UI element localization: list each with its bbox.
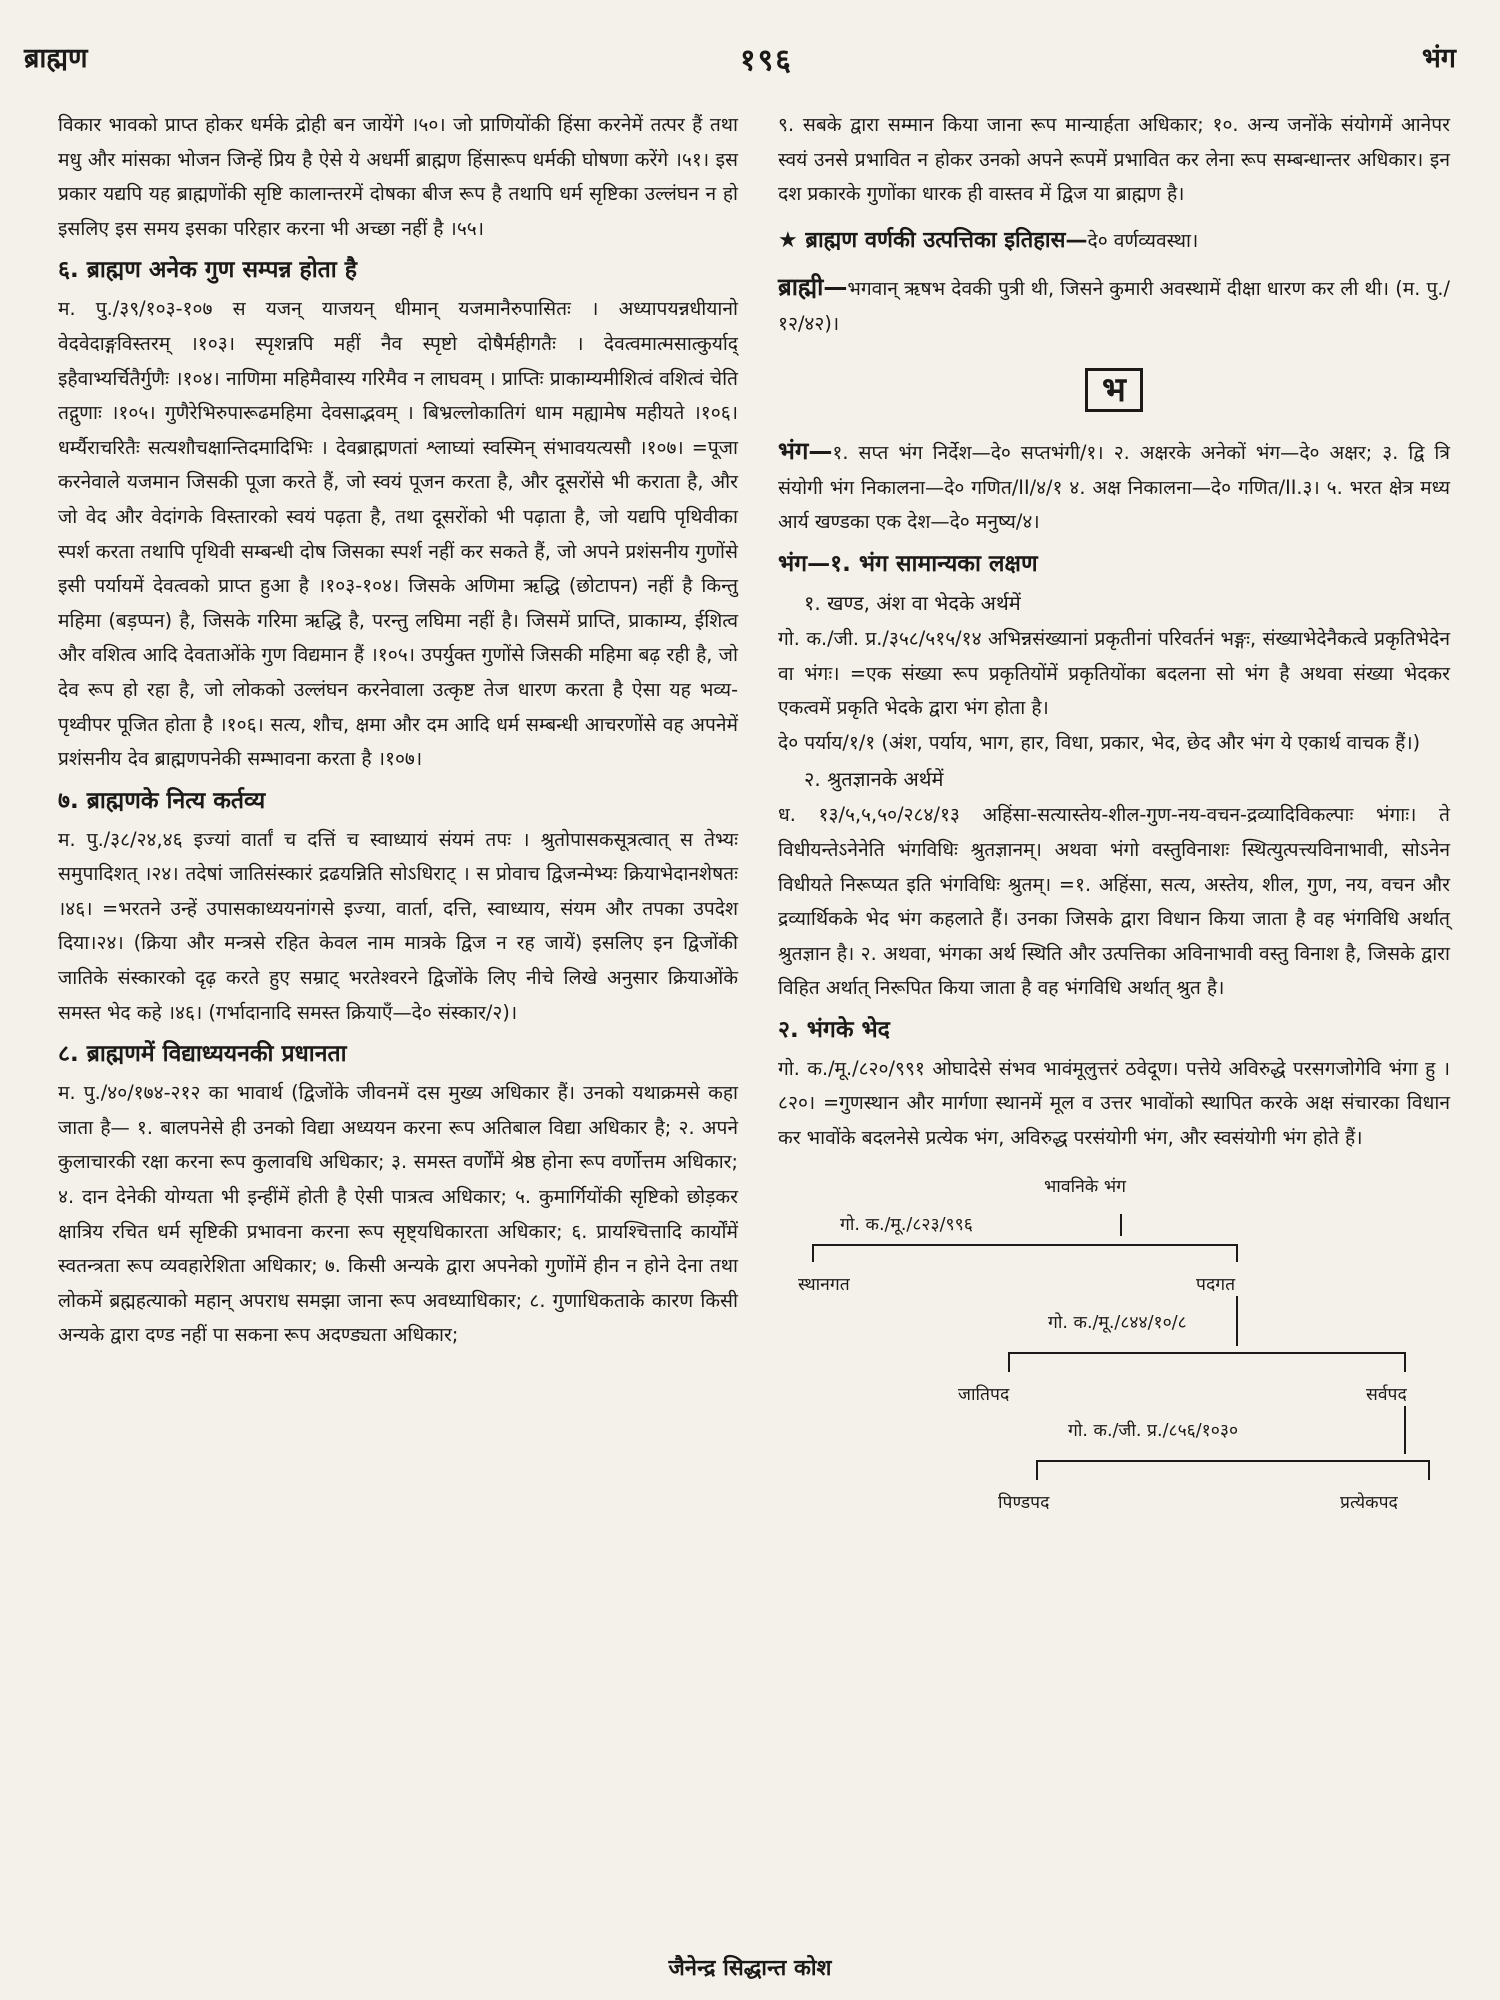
entry-term: भंग— [778, 437, 833, 466]
section-heading: ८. ब्राह्मणमें विद्याध्ययनकी प्रधानता [58, 1041, 347, 1068]
entry-text: भगवान् ऋषभ देवकी पुत्री थी, जिसने कुमारी अवस्थामें दीक्षा धारण कर ली थी। (म. पु./१२/४२)। [778, 277, 1450, 335]
tree-line [812, 1244, 814, 1262]
diagram-node: जातिपद [958, 1384, 1010, 1405]
diagram-node: पदगत [1196, 1274, 1236, 1295]
right-column [778, 108, 1450, 1676]
section-heading: ७. ब्राह्मणके नित्य कर्तव्य [58, 787, 266, 814]
paragraph: विकार भावको प्राप्त होकर धर्मके द्रोही बन जायेंगे ।५०। जो प्राणियोंकी हिंसा करनेमें तत्पर हैं तथा मधु और मांसका भोजन जिन्हें प्रिय है ऐसे ये अधर्मी ब्राह्मण हिंसारूप धर्मकी घोषणा करेंगे ।५१। इस प्रकार यद्यपि यह ब्राह्मणोंकी सृष्टि कालान्तरमें दोषका बीज रूप है तथापि धर्म सृष्टिका उल्लंघन न हो इसलिए इस समय इसका परिहार करना भी अच्छा नहीं है ।५५। [58, 113, 738, 240]
diagram-node: सर्वपद [1366, 1384, 1407, 1405]
book-footer: जैनेन्द्र सिद्धान्त कोश [668, 1956, 832, 1981]
section-heading: भंग—१. भंग सामान्यका लक्षण [778, 550, 1038, 577]
page-number: १९६ [740, 43, 793, 78]
bhang-classification-diagram [778, 1156, 1450, 1676]
entry-brahmi [778, 270, 1450, 341]
tree-line [1008, 1352, 1010, 1372]
paragraph: गो. क./मू./८२०/९९१ ओघादेसे संभव भावंमूलुत्तरं ठवेदूण। पत्तेये अविरुद्धे परसगजोगेवि भंगा हु ।८२०। =गुणस्थान और मार्गणा स्थानमें मूल व उत्तर भावोंको स्थापित करके अक्ष संचारका विधान कर भावोंके बदलनेसे प्रत्येक भंग, अविरुद्ध परसंयोगी भंग, और स्वसंयोगी भंग होते हैं। [778, 1056, 1450, 1150]
tree-line [1236, 1244, 1238, 1262]
paragraph: म. पु./४०/१७४-२१२ का भावार्थ (द्विजोंके जीवनमें दस मुख्य अधिकार हैं। उनको यथाक्रमसे कहा जाता है— १. बालपनेसे ही उनको विद्या अध्ययन करना रूप अतिबाल विद्या अधिकार है; २. अपने कुलाचारकी रक्षा करना रूप कुलावधि अधिकार; ३. समस्त वर्णोंमें श्रेष्ठ होना रूप वर्णोत्तम अधिकार; ४. दान देनेकी योग्यता भी इन्हींमें होती है ऐसी पात्रत्व अधिकार; ५. कुमार्गियोंकी सृष्टिको छोड़कर क्षात्रिय रचित धर्म सृष्टिकी प्रभावना करना रूप सृष्ट्यधिकारता अधिकार; ६. प्रायश्चित्तादि कार्योंमें स्वतन्त्रता रूप व्यवहारेशिता अधिकार; ७. किसी अन्यके द्वारा अपनेको गुणोंमें हीन न होने देना तथा लोकमें ब्रह्महत्याको महान् अपराध समझा जाना रूप अवध्याधिकार; ८. गुणाधिकताके कारण किसी अन्यके द्वारा दण्ड नहीं पा सकना रूप अदण्ड्यता अधिकार; [58, 1081, 738, 1347]
tree-line [1008, 1352, 1406, 1354]
section-letter: भ [1085, 368, 1143, 413]
tree-line [1036, 1460, 1038, 1480]
left-column [58, 108, 738, 1353]
cross-ref-target: दे० वर्णव्यवस्था। [1087, 228, 1199, 252]
paragraph: म. पु./३९/१०३-१०७ स यजन् याजयन् धीमान् यजमानैरुपासितः । अध्यापयन्नधीयानो वेदवेदाङ्गविस्तरम् ।१०३। स्पृशन्नपि महीं नैव स्पृष्टो दोषैर्महीगतैः । देवत्वमात्मसात्कुर्याद् इहैवाभ्यर्चितैर्गुणैः ।१०४। नाणिमा महिमैवास्य गरिमैव न लाघवम् । प्राप्तिः प्राकाम्यमीशित्वं वशित्वं चेति तद्गुणाः ।१०५। गुणैरेभिरुपारूढमहिमा देवसाद्भवम् । बिभ्रल्लोकातिगं धाम मह्यामेष महीयते ।१०६। धर्म्यैराचरितैः सत्यशौचक्षान्तिदमादिभिः । देवब्राह्मणतां श्लाघ्यां स्वस्मिन् संभावयत्यसौ ।१०७। =पूजा करनेवाले यजमान जिसकी पूजा करते हैं, जो स्वयं पूजन करता है, और दूसरोंसे भी कराता है, और जो वेद और वेदांगके विस्तारको स्वयं पढ़ता है, तथा दूसरोंको भी पढ़ाता है, जो यद्यपि पृथिवीका स्पर्श करता तथापि पृथिवी सम्बन्धी दोष जिसका स्पर्श नहीं कर सकते हैं, जो अपने प्रशंसनीय गुणोंसे इसी पर्यायमें देवत्वको प्राप्त हुआ है ।१०३-१०४। जिसके अणिमा ऋद्धि (छोटापन) नहीं है किन्तु महिमा (बड़प्पन) है, जिसके गरिमा ऋद्धि है, परन्तु लघिमा नहीं है। जिसमें प्राप्ति, प्राकाम्य, ईशित्व और वशित्व आदि देवताओंके गुण विद्यमान हैं ।१०५। उपर्युक्त गुणोंसे जिसकी महिमा बढ़ रही है, जो देव रूप हो रहा है, जो लोकको उल्लंघन करनेवाला उत्कृष्ट तेज धारण करता है ऐसा यह भव्य-पृथ्वीपर पूजित होता है ।१०६। सत्य, शौच, क्षमा और दम आदि धर्म सम्बन्धी आचरणोंसे वह अपनेमें प्रशंसनीय देव ब्राह्मणपनेकी सम्भावना करता है ।१०७। [58, 297, 738, 771]
section-heading: २. भंगके भेद [778, 1016, 890, 1043]
tree-line [1036, 1460, 1430, 1462]
header-right-term: भंग [1421, 43, 1456, 74]
cross-ref-heading: ★ ब्राह्मण वर्णकी उत्पत्तिका इतिहास— [778, 227, 1088, 253]
diagram-node: प्रत्येकपद [1340, 1492, 1398, 1513]
entry-term: ब्राह्मी— [778, 273, 848, 302]
entry-bhang [778, 434, 1450, 540]
subsection-heading: १. खण्ड, अंश वा भेदके अर्थमें [804, 590, 1021, 615]
paragraph: गो. क./जी. प्र./३५८/५१५/१४ अभिन्नसंख्यानां प्रकृतीनां परिवर्तनं भङ्गः, संख्याभेदेनैकत्वे प्रकृतिभेदेन वा भंगः। =एक संख्या रूप प्रकृतियोंमें प्रकृतियोंका बदलना सो भंग है अथवा संख्या भेदकर एकत्वमें प्रकृति भेदके द्वारा भंग होता है। [778, 626, 1450, 720]
diagram-reference: गो. क./जी. प्र./८५६/१०३० [1068, 1420, 1239, 1441]
paragraph: ध. १३/५,५,५०/२८४/१३ अहिंसा-सत्यास्तेय-शील-गुण-नय-वचन-द्रव्यादिविकल्पाः भंगाः। ते विधीयन्तेऽनेनेति भंगविधिः श्रुतज्ञानम्। अथवा भंगो वस्तुविनाशः स्थित्युत्पत्त्यविनाभावी, सोऽनेन विधीयते निरूप्यत इति भंगविधिः श्रुतम्। =१. अहिंसा, सत्य, अस्तेय, शील, गुण, नय, वचन और द्रव्यार्थिकके भेद भंग कहलाते हैं। उनका जिसके द्वारा विधान किया जाता है वह भंगविधि अर्थात् श्रुतज्ञान है। २. अथवा, भंगका अर्थ स्थिति और उत्पत्तिका अविनाभावी वस्तु विनाश है, जिसके द्वारा विहित अर्थात् निरूपित किया जाता है वह भंगविधि अर्थात् श्रुत है। [778, 803, 1450, 1000]
diagram-node: स्थानगत [798, 1274, 850, 1295]
paragraph: ९. सबके द्वारा सम्मान किया जाना रूप मान्यार्हता अधिकार; १०. अन्य जनोंके संयोगमें आनेपर स्वयं उनसे प्रभावित न होकर उनको अपने रूपमें प्रभावित कर लेना रूप सम्बन्धान्तर अधिकार। इन दश प्रकारके गुणोंका धारक ही वास्तव में द्विज या ब्राह्मण है। [778, 113, 1450, 206]
entry-text: १. सप्त भंग निर्देश—दे० सप्तभंगी/१। २. अक्षरके अनेकों भंग—दे० अक्षर; ३. द्वि त्रि संयोगी भंग निकालना—दे० गणित/II/४/१ ४. अक्ष निकालना—दे० गणित/II.३। ५. भरत क्षेत्र मध्य आर्य खण्डका एक देश—दे० मनुष्य/४। [778, 441, 1450, 534]
header-left-term: ब्राह्मण [24, 43, 88, 74]
paragraph: दे० पर्याय/१/१ (अंश, पर्याय, भाग, हार, विधा, प्रकार, भेद, छेद और भंग ये एकार्थ वाचक हैं।) [778, 730, 1421, 754]
tree-line [1404, 1406, 1406, 1454]
tree-line [812, 1244, 1238, 1246]
paragraph: म. पु./३८/२४,४६ इज्यां वार्तां च दत्तिं च स्वाध्यायं संयमं तपः । श्रुतोपासकसूत्रत्वात् स तेभ्यः समुपादिशत् ।२४। तदेषां जातिसंस्कारं द्रढयन्निति सोऽधिराट् । स प्रोवाच द्विजन्मेभ्यः क्रियाभेदानशेषतः ।४६। =भरतने उन्हें उपासकाध्ययनांगसे इज्या, वार्ता, दत्ति, स्वाध्याय, संयम और तपका उपदेश दिया।२४। (क्रिया और मन्त्रसे रहित केवल नाम मात्रके द्विज न रह जायें) इसलिए इन द्विजोंकी जातिके संस्कारको दृढ़ करते हुए सम्राट् भरतेश्वरने द्विजोंके लिए नीचे लिखे अनुसार क्रियाओंके समस्त भेद कहे ।४६। (गर्भादानादि समस्त क्रियाएँ—दे० संस्कार/२)। [58, 827, 738, 1024]
diagram-reference: गो. क./मू./८२३/९९६ [840, 1214, 973, 1235]
diagram-title: भावनिके भंग [1044, 1176, 1126, 1197]
tree-line [1428, 1460, 1430, 1480]
diagram-node: पिण्डपद [998, 1492, 1050, 1513]
diagram-reference: गो. क./मू./८४४/१०/८ [1048, 1312, 1187, 1333]
cross-reference [778, 224, 1450, 259]
subsection-heading: २. श्रुतज्ञानके अर्थमें [804, 767, 944, 792]
section-letter-box [778, 368, 1450, 413]
tree-line [1236, 1296, 1238, 1346]
section-heading: ६. ब्राह्मण अनेक गुण सम्पन्न होता है [58, 257, 357, 284]
tree-line [1404, 1352, 1406, 1372]
tree-line [1120, 1214, 1122, 1236]
